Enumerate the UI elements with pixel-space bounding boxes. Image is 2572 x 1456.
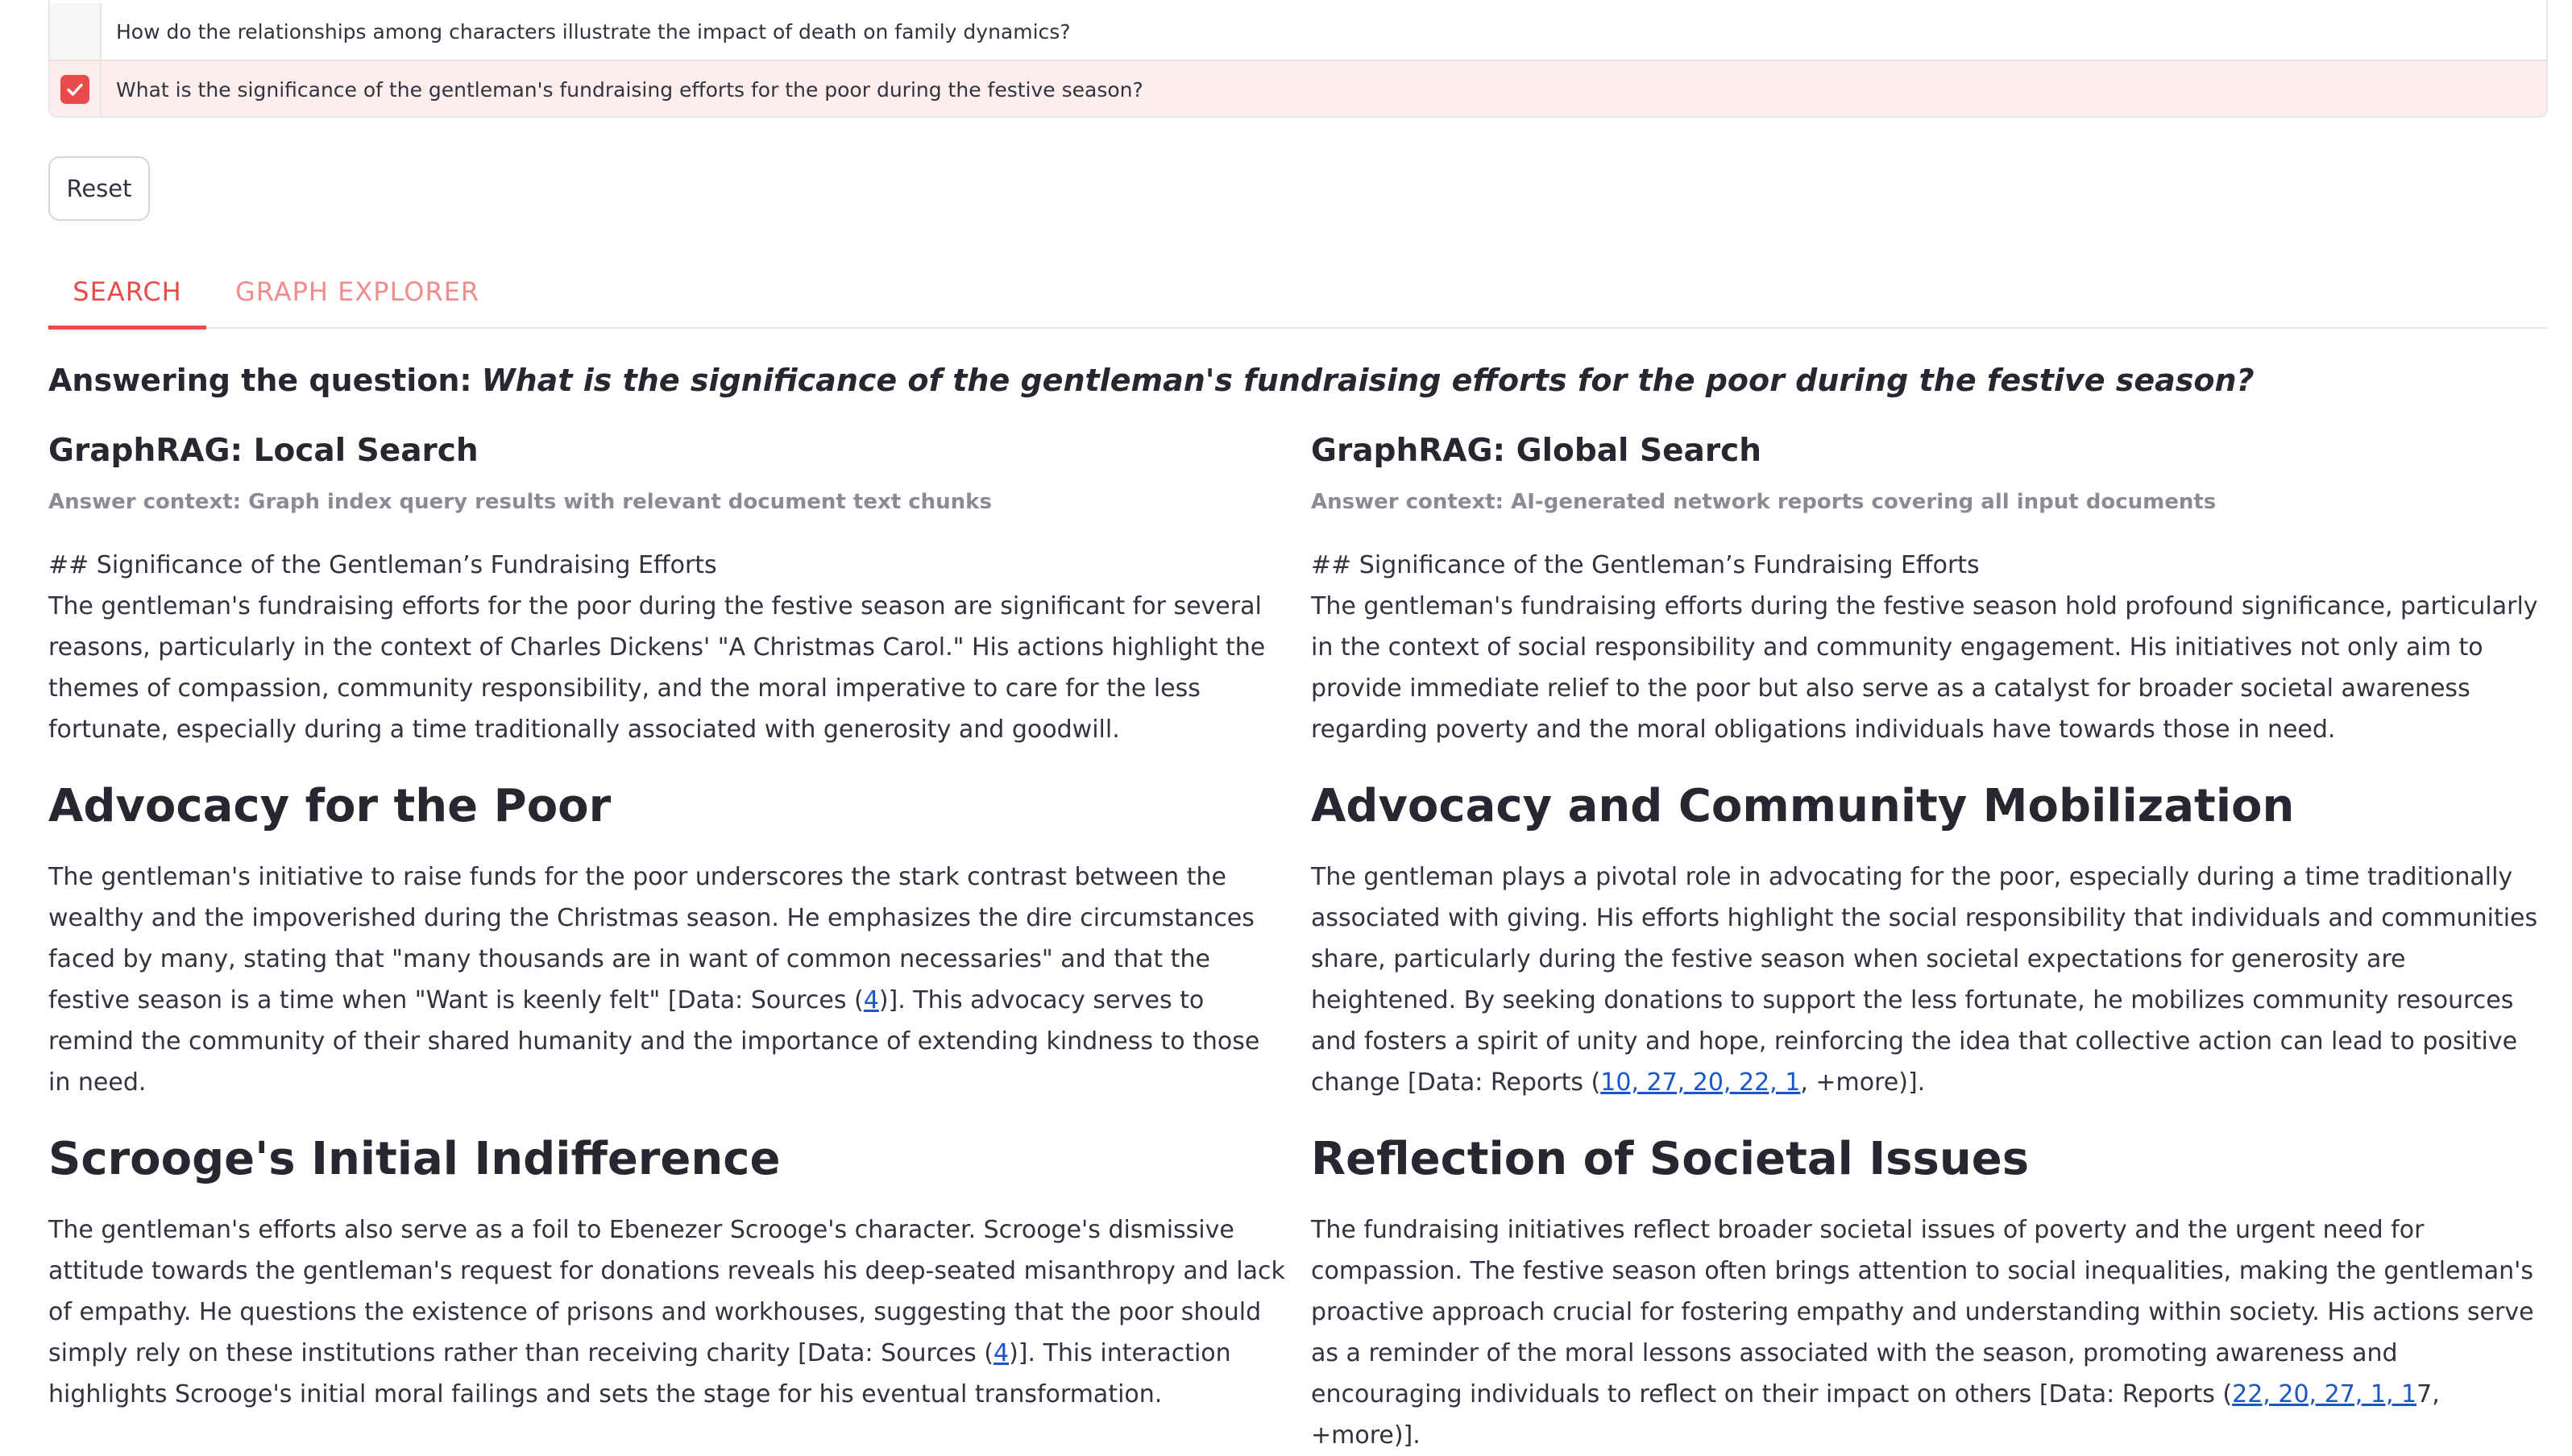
- text-run: )]. This interaction highlights Scrooge's initial moral failings and sets the stage for his eventual transformation.: [48, 1339, 1231, 1408]
- tab-bar: [48, 258, 2548, 329]
- text-run: 7, +more)].: [1311, 1380, 2440, 1450]
- report-links[interactable]: 22, 20, 27, 1, 1: [2232, 1380, 2417, 1408]
- answer-question-heading: [48, 363, 2255, 398]
- text-run: The fundraising initiatives reflect broader societal issues of poverty and the urgent need for compassion. The festive season often brings attention to social inequalities, making the gentleman's proactive approach crucial for fostering empathy and understanding within society. His actions serve as a reminder of the moral lessons associated with the season, promoting awareness and encouraging individuals to reflect on their impact on others [Data: Reports (: [1311, 1216, 2534, 1408]
- row-select-cell[interactable]: [50, 3, 102, 60]
- local-md-heading: ## Significance of the Gentleman’s Fundraising Efforts: [48, 551, 717, 579]
- global-answer-context: Answer context: AI-generated network reports covering all input documents: [1311, 490, 2217, 514]
- global-md-heading: ## Significance of the Gentleman’s Fundraising Efforts: [1311, 551, 1980, 579]
- source-link[interactable]: 4: [863, 986, 879, 1014]
- question-row[interactable]: [50, 3, 2546, 60]
- answer-prefix: Answering the question:: [48, 363, 472, 398]
- row-select-cell[interactable]: [50, 61, 102, 118]
- text-run: The gentleman's initiative to raise funds for the poor underscores the stark contrast between the wealthy and the impoverished during the Christmas season. He emphasizes the dire circumstances faced by many, stating that "many thousands are in want of common necessaries" and that the festive season is a time when "Want is keenly felt" [Data: Sources (: [48, 863, 1255, 1014]
- source-link[interactable]: 4: [994, 1339, 1010, 1367]
- global-section1-title: Advocacy and Community Mobilization: [1311, 780, 2295, 832]
- global-search-title: GraphRAG: Global Search: [1311, 433, 1761, 469]
- local-search-panel: [48, 427, 1289, 1415]
- checkbox-checked[interactable]: [60, 75, 89, 104]
- text-run: The gentleman plays a pivotal role in advocating for the poor, especially during a time traditionally associated with giving. His efforts highlight the social responsibility that individuals and communities share, particularly during the festive season when societal expectations for generosity are heightened. By seeking donations to support the less fortunate, he mobilizes community resources and fosters a spirit of unity and hope, reinforcing the idea that collective action can lead to positive change [Data: Reports (: [1311, 863, 2538, 1097]
- text-run: )]. This advocacy serves to remind the community of their shared humanity and the importance of extending kindness to those in need.: [48, 986, 1260, 1097]
- text-run: , +more)].: [1800, 1068, 1926, 1097]
- tab-search[interactable]: SEARCH: [48, 258, 206, 330]
- text-run: The gentleman's efforts also serve as a foil to Ebenezer Scrooge's character. Scrooge's dismissive attitude towards the gentleman's request for donations reveals his deep-seated misanthropy and lack of empathy. He questions the existence of prisons and workhouses, suggesting that the poor should simply rely on these institutions rather than receiving charity [Data: Sources (: [48, 1216, 1285, 1367]
- global-section2-title: Reflection of Societal Issues: [1311, 1133, 2030, 1185]
- reset-button[interactable]: Reset: [48, 156, 150, 221]
- report-links[interactable]: 10, 27, 20, 22, 1: [1600, 1068, 1801, 1097]
- local-section1-text: [48, 857, 1289, 1103]
- local-answer-context: Answer context: Graph index query results with relevant document text chunks: [48, 490, 992, 514]
- check-icon: [65, 80, 85, 99]
- local-section1-title: Advocacy for the Poor: [48, 780, 612, 832]
- questions-table: [48, 0, 2548, 118]
- global-section1-text: [1311, 857, 2552, 1103]
- question-row-selected[interactable]: [50, 60, 2546, 118]
- answer-question: What is the significance of the gentleman's fundraising efforts for the poor during the festive season?: [481, 363, 2255, 398]
- local-intro: The gentleman's fundraising efforts for the poor during the festive season are significant for several reasons, particularly in the context of Charles Dickens' "A Christmas Carol." His actions highlight the themes of compassion, community responsibility, and the moral imperative to care for the less fortunate, especially during a time traditionally associated with generosity and goodwill.: [48, 592, 1266, 744]
- global-section2-text: [1311, 1209, 2552, 1456]
- local-section2-title: Scrooge's Initial Indifference: [48, 1133, 781, 1185]
- question-text: How do the relationships among characters illustrate the impact of death on family dynamics?: [116, 19, 1071, 44]
- local-search-title: GraphRAG: Local Search: [48, 433, 479, 469]
- global-intro: The gentleman's fundraising efforts during the festive season hold profound significance, particularly in the context of social responsibility and community engagement. His initiatives not only aim to provide immediate relief to the poor but also serve as a catalyst for broader societal awareness regarding poverty and the moral obligations individuals have towards those in need.: [1311, 592, 2538, 744]
- tab-graph-explorer[interactable]: GRAPH EXPLORER: [235, 276, 480, 307]
- local-section2-text: [48, 1209, 1289, 1415]
- global-search-panel: [1311, 427, 2552, 1456]
- question-text: What is the significance of the gentleman's fundraising efforts for the poor during the festive season?: [116, 77, 1143, 102]
